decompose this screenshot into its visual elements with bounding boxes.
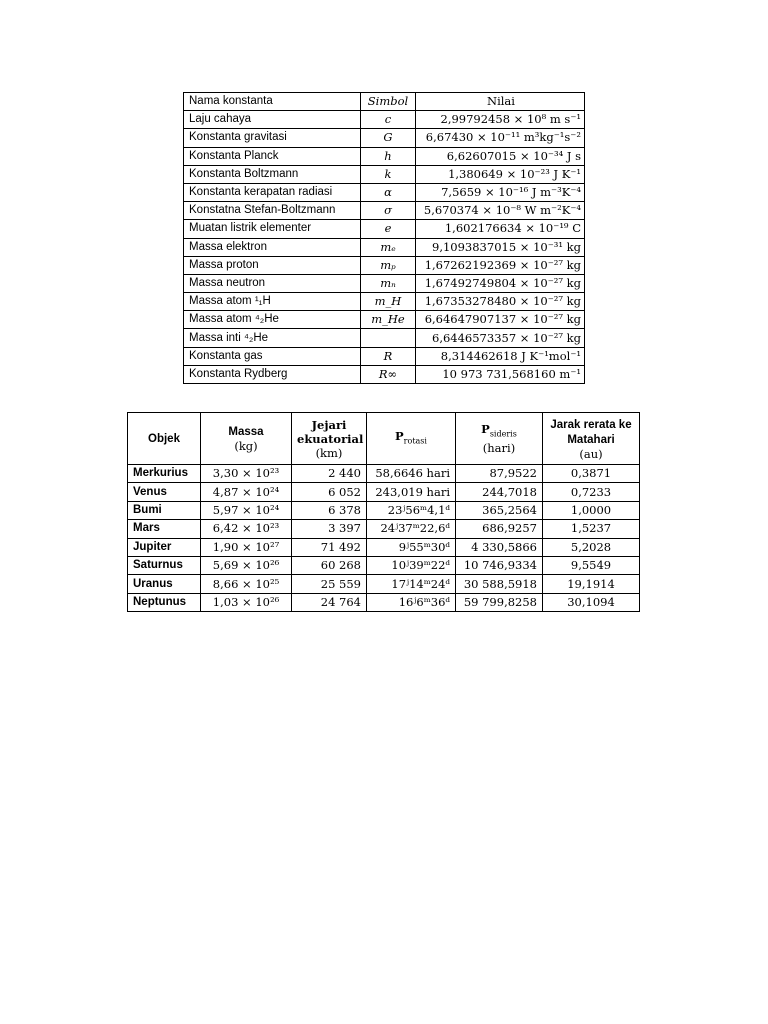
planets-header-row [128,413,640,465]
planet-name: Saturnus [128,556,201,574]
constant-symbol: α [361,183,416,201]
planet-name: Venus [128,483,201,501]
planet-mass: 8,66 × 10²⁵ [201,575,292,593]
planet-row [128,520,640,538]
constant-symbol: mₚ [361,256,416,274]
planet-sidereal: 59 799,8258 [456,593,543,611]
constant-symbol: R [361,347,416,365]
constant-value: 8,314462618 J K⁻¹mol⁻¹ [416,347,585,365]
constant-symbol [361,329,416,347]
constant-row [184,238,585,256]
header-distance: Jarak rerata ke Matahari (au) [543,413,640,465]
header-sidereal: $P_{sideris}$ (hari) [456,413,543,465]
planet-distance: 9,5549 [543,556,640,574]
constant-row [184,129,585,147]
header-value: Nilai [416,93,585,111]
constant-row [184,311,585,329]
planet-radius: 24 764 [292,593,367,611]
constant-name: Massa atom ⁴₂He [184,311,361,329]
constant-row [184,365,585,383]
planet-radius: 6 378 [292,501,367,519]
constant-row [184,329,585,347]
header-rotation: $P_{rotasi}$ [367,413,456,465]
constant-name: Muatan listrik elementer [184,220,361,238]
planet-radius: 71 492 [292,538,367,556]
constant-value: 6,64647907137 × 10⁻²⁷ kg [416,311,585,329]
constant-name: Konstanta Planck [184,147,361,165]
planet-mass: 6,42 × 10²³ [201,520,292,538]
constant-symbol: h [361,147,416,165]
constant-value: 6,6446573357 × 10⁻²⁷ kg [416,329,585,347]
planet-row [128,593,640,611]
planet-rotation: 58,6646 hari [367,465,456,483]
planet-rotation: 10ʲ39ᵐ22ᵈ [367,556,456,574]
planet-radius: 25 559 [292,575,367,593]
constant-row [184,256,585,274]
planet-rotation: 16ʲ6ᵐ36ᵈ [367,593,456,611]
planet-name: Neptunus [128,593,201,611]
constant-symbol: e [361,220,416,238]
constant-row [184,274,585,292]
constant-row [184,147,585,165]
constant-name: Massa inti ⁴₂He [184,329,361,347]
constant-name: Konstatna Stefan-Boltzmann [184,202,361,220]
constant-value: 6,62607015 × 10⁻³⁴ J s [416,147,585,165]
constant-value: 2,99792458 × 10⁸ m s⁻¹ [416,111,585,129]
planet-mass: 5,97 × 10²⁴ [201,501,292,519]
planet-mass: 1,03 × 10²⁶ [201,593,292,611]
planet-sidereal: 365,2564 [456,501,543,519]
header-symbol: Simbol [361,93,416,111]
constant-symbol: c [361,111,416,129]
planet-rotation: 17ʲ14ᵐ24ᵈ [367,575,456,593]
planet-name: Bumi [128,501,201,519]
constant-symbol: G [361,129,416,147]
planet-mass: 4,87 × 10²⁴ [201,483,292,501]
constant-row [184,111,585,129]
planet-row [128,538,640,556]
planet-row [128,556,640,574]
header-radius: Jejari ekuatorial (km) [292,413,367,465]
constant-symbol: m_H [361,293,416,311]
constant-value: 1,67492749804 × 10⁻²⁷ kg [416,274,585,292]
constants-header-row [184,93,585,111]
planet-distance: 0,3871 [543,465,640,483]
constant-value: 1,380649 × 10⁻²³ J K⁻¹ [416,165,585,183]
constant-name: Massa proton [184,256,361,274]
planet-radius: 3 397 [292,520,367,538]
constant-symbol: σ [361,202,416,220]
planet-distance: 19,1914 [543,575,640,593]
planet-rotation: 23ʲ56ᵐ4,1ᵈ [367,501,456,519]
constant-row [184,347,585,365]
planet-rotation: 243,019 hari [367,483,456,501]
constant-name: Massa atom ¹₁H [184,293,361,311]
planet-mass: 3,30 × 10²³ [201,465,292,483]
constant-row [184,183,585,201]
planet-row [128,575,640,593]
planet-name: Merkurius [128,465,201,483]
constant-value: 6,67430 × 10⁻¹¹ m³kg⁻¹s⁻² [416,129,585,147]
constant-row [184,165,585,183]
planet-mass: 1,90 × 10²⁷ [201,538,292,556]
planet-name: Uranus [128,575,201,593]
constant-symbol: k [361,165,416,183]
constant-name: Laju cahaya [184,111,361,129]
constant-value: 9,1093837015 × 10⁻³¹ kg [416,238,585,256]
planet-distance: 1,5237 [543,520,640,538]
planet-distance: 30,1094 [543,593,640,611]
planet-sidereal: 87,9522 [456,465,543,483]
constant-symbol: m_He [361,311,416,329]
constant-name: Konstanta Rydberg [184,365,361,383]
constant-row [184,220,585,238]
constant-name: Konstanta Boltzmann [184,165,361,183]
constant-symbol: mₙ [361,274,416,292]
planet-radius: 6 052 [292,483,367,501]
planet-distance: 5,2028 [543,538,640,556]
planet-sidereal: 244,7018 [456,483,543,501]
constant-name: Massa elektron [184,238,361,256]
constant-value: 1,602176634 × 10⁻¹⁹ C [416,220,585,238]
planet-row [128,501,640,519]
planet-radius: 2 440 [292,465,367,483]
constant-value: 5,670374 × 10⁻⁸ W m⁻²K⁻⁴ [416,202,585,220]
constant-row [184,293,585,311]
planet-rotation: 9ʲ55ᵐ30ᵈ [367,538,456,556]
planet-sidereal: 10 746,9334 [456,556,543,574]
constant-value: 1,67353278480 × 10⁻²⁷ kg [416,293,585,311]
planet-mass: 5,69 × 10²⁶ [201,556,292,574]
planet-name: Jupiter [128,538,201,556]
planet-distance: 1,0000 [543,501,640,519]
header-object: Objek [128,413,201,465]
constant-symbol: mₑ [361,238,416,256]
constant-value: 1,67262192369 × 10⁻²⁷ kg [416,256,585,274]
planet-sidereal: 686,9257 [456,520,543,538]
constant-value: 10 973 731,568160 m⁻¹ [416,365,585,383]
constant-name: Konstanta kerapatan radiasi [184,183,361,201]
planet-radius: 60 268 [292,556,367,574]
planet-row [128,465,640,483]
constants-table [183,92,585,384]
header-name: Nama konstanta [184,93,361,111]
planet-sidereal: 4 330,5866 [456,538,543,556]
constant-name: Konstanta gravitasi [184,129,361,147]
constant-symbol: R∞ [361,365,416,383]
constant-name: Konstanta gas [184,347,361,365]
planet-sidereal: 30 588,5918 [456,575,543,593]
planet-distance: 0,7233 [543,483,640,501]
header-mass: Massa (kg) [201,413,292,465]
planet-row [128,483,640,501]
constant-name: Massa neutron [184,274,361,292]
constant-row [184,202,585,220]
planet-rotation: 24ʲ37ᵐ22,6ᵈ [367,520,456,538]
planets-table [127,412,640,612]
constant-value: 7,5659 × 10⁻¹⁶ J m⁻³K⁻⁴ [416,183,585,201]
planet-name: Mars [128,520,201,538]
